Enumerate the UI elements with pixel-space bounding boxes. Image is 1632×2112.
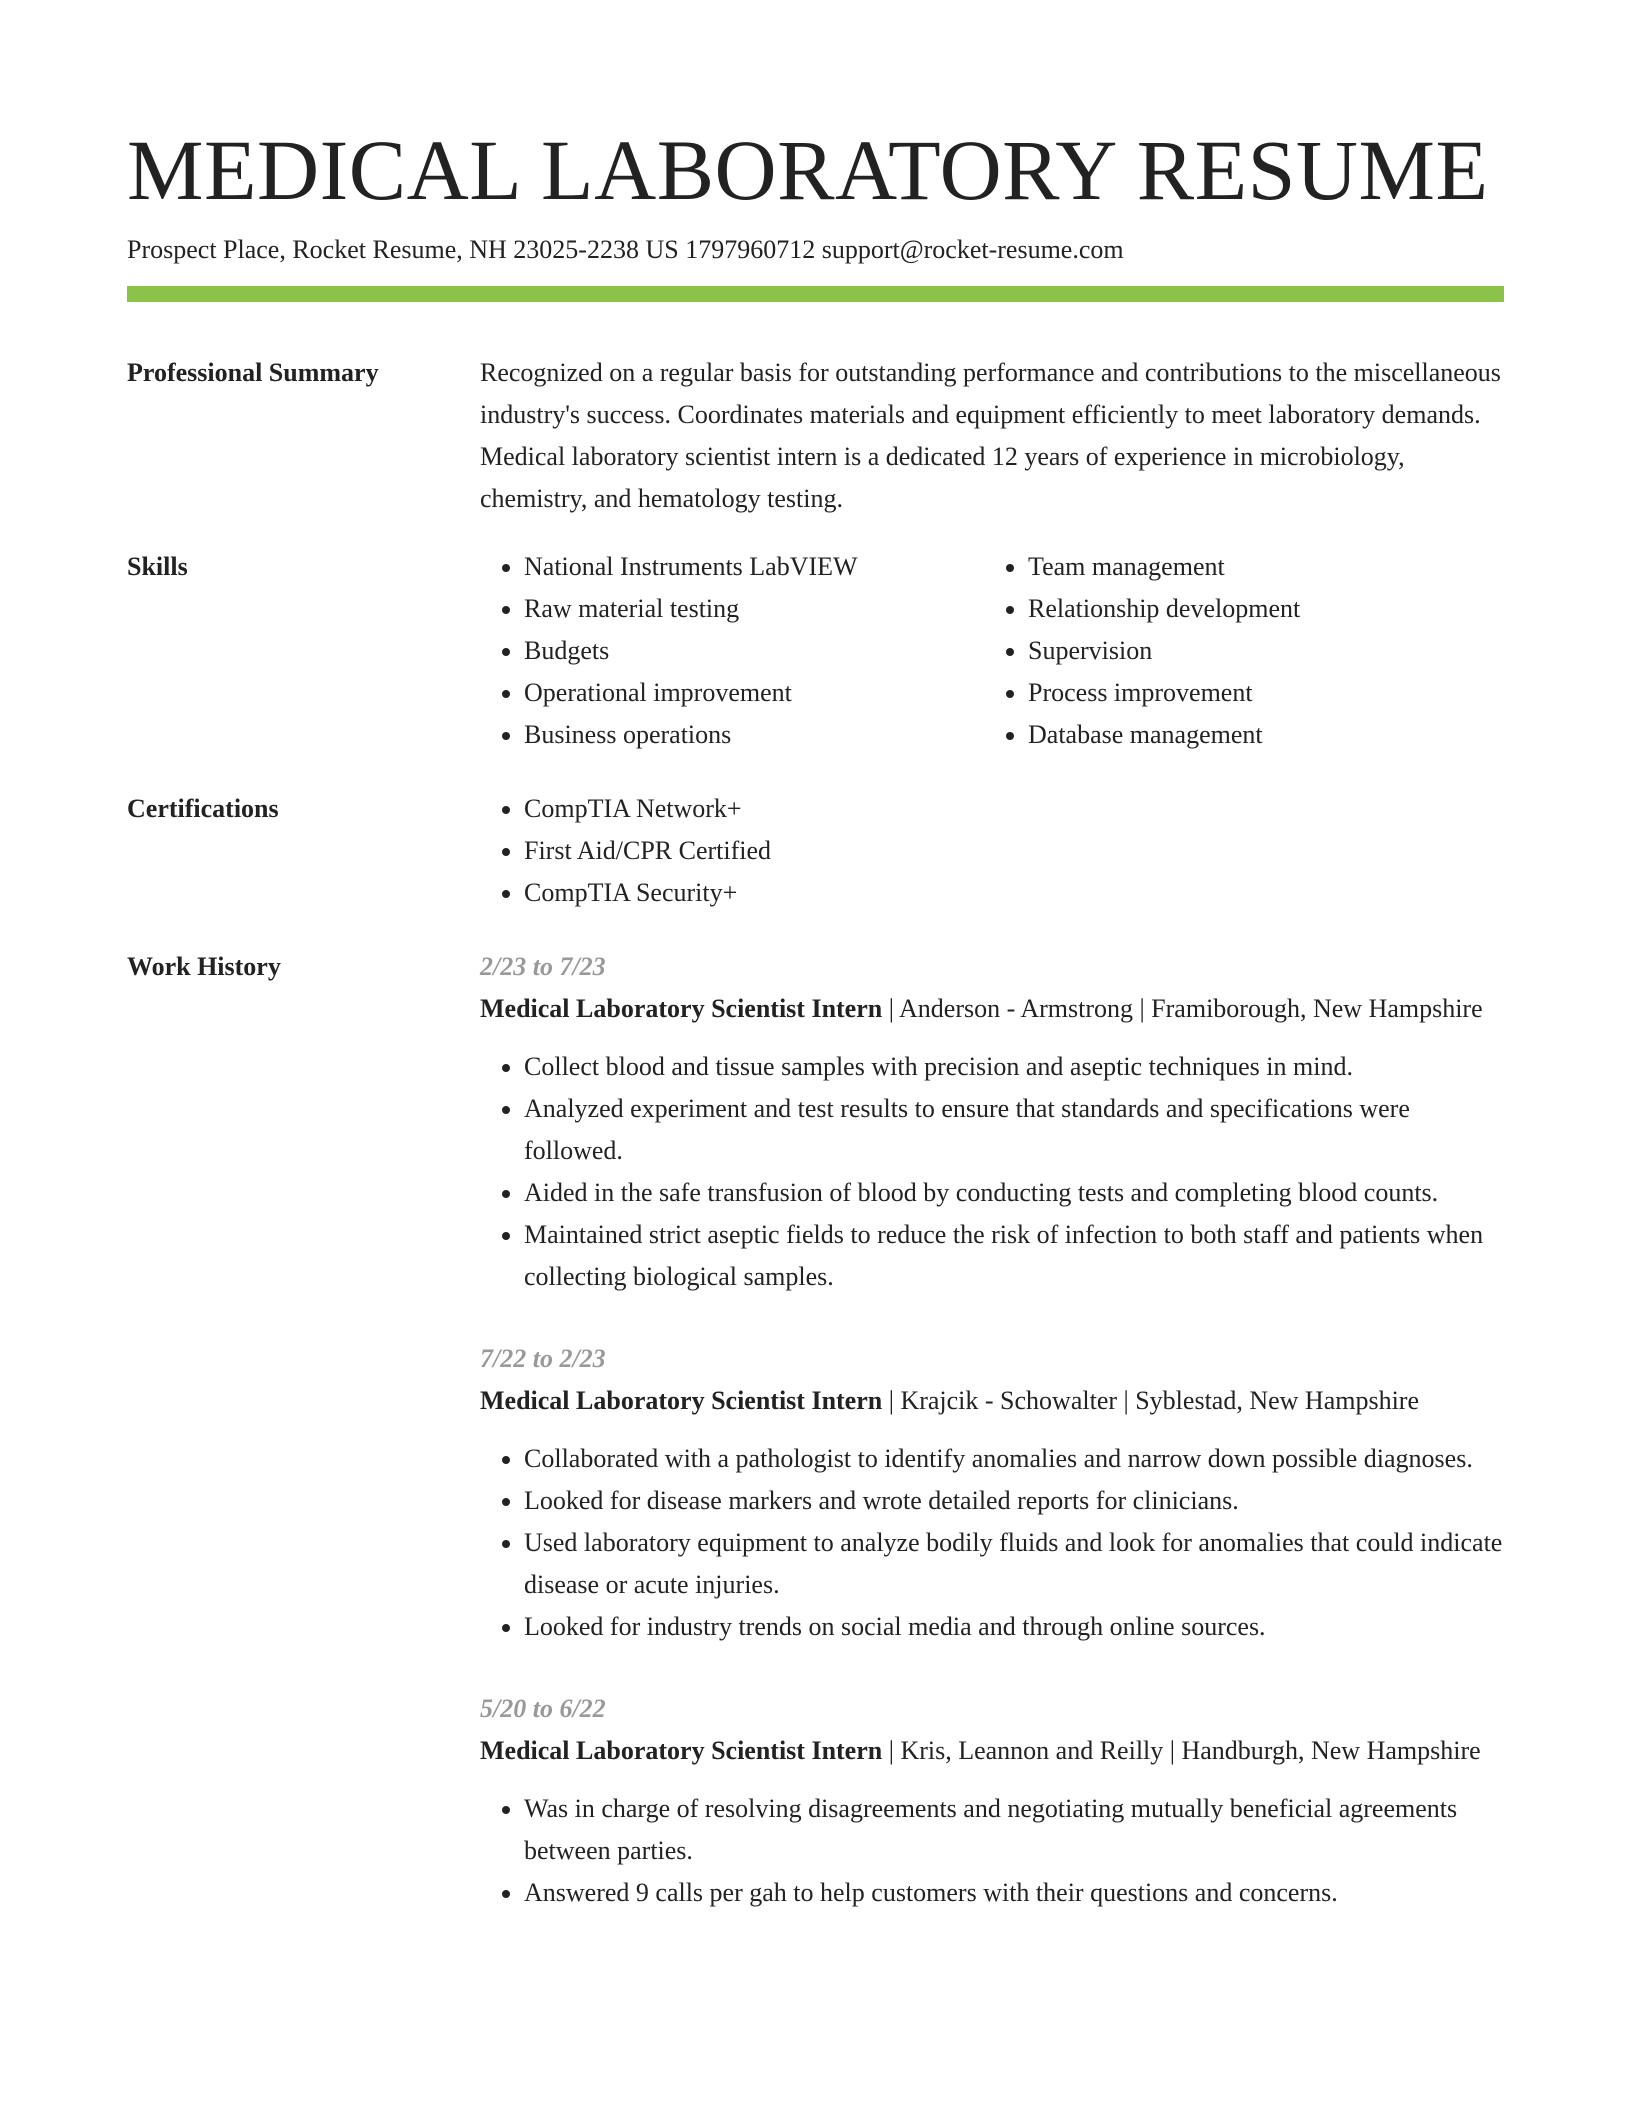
contact-email: support@rocket-resume.com — [821, 235, 1124, 264]
skill-item: • Supervision — [1028, 630, 1488, 672]
section-body-work-history — [480, 946, 1504, 1914]
contact-phone: 1797960712 — [685, 235, 816, 264]
skill-item: • Operational improvement — [524, 672, 984, 714]
job-title-line — [480, 1730, 1504, 1772]
contact-line — [127, 232, 1505, 268]
skill-item: • Database management — [1028, 714, 1488, 756]
skills-column-left — [480, 546, 984, 756]
certification-item: • CompTIA Network+ — [524, 788, 1504, 830]
contact-address: Prospect Place, Rocket Resume, NH 23025-2238 US — [127, 235, 679, 264]
job-date: 2/23 to 7/23 — [480, 952, 606, 981]
certification-item: • First Aid/CPR Certified — [524, 830, 1504, 872]
skills-column-right — [984, 546, 1488, 756]
section-certifications — [127, 788, 1505, 914]
job-bullet: • Collect blood and tissue samples with precision and aseptic techniques in mind. — [524, 1046, 1504, 1088]
job-date: 5/20 to 6/22 — [480, 1694, 606, 1723]
job-bullet: • Collaborated with a pathologist to identify anomalies and narrow down possible diagnoses. — [524, 1438, 1504, 1480]
job-bullet: • Was in charge of resolving disagreements and negotiating mutually beneficial agreements between parties. — [524, 1788, 1504, 1872]
skill-item: • Business operations — [524, 714, 984, 756]
summary-text: Recognized on a regular basis for outstanding performance and contributions to the miscellaneous industry's success. Coordinates materials and equipment efficiently to meet laboratory demands. Medical laboratory scientist intern is a dedicated 12 years of experience in microbiology, chemistry, and hematology testing. — [480, 358, 1501, 513]
section-body-certifications — [480, 788, 1504, 914]
job-title: Medical Laboratory Scientist Intern — [480, 994, 883, 1023]
job-bullet: • Answered 9 calls per gah to help customers with their questions and concerns. — [524, 1872, 1504, 1914]
skill-item: • Raw material testing — [524, 588, 984, 630]
resume-title: MEDICAL LABORATORY RESUME — [127, 122, 1489, 218]
job-date: 7/22 to 2/23 — [480, 1344, 606, 1373]
job-bullet: • Analyzed experiment and test results to ensure that standards and specifications were followed. — [524, 1088, 1504, 1172]
job-title: Medical Laboratory Scientist Intern — [480, 1386, 883, 1415]
job-entry — [480, 946, 1504, 1298]
section-work-history — [127, 946, 1505, 1914]
section-label-work-history: Work History — [127, 952, 281, 981]
section-professional-summary — [127, 352, 1505, 520]
job-bullet: • Looked for industry trends on social media and through online sources. — [524, 1606, 1504, 1648]
job-entry — [480, 1688, 1504, 1914]
job-title-line — [480, 988, 1504, 1030]
job-title: Medical Laboratory Scientist Intern — [480, 1736, 883, 1765]
job-details: | Kris, Leannon and Reilly | Handburgh, New Hampshire — [882, 1736, 1481, 1765]
job-bullet: • Aided in the safe transfusion of blood by conducting tests and completing blood counts. — [524, 1172, 1504, 1214]
job-details: | Anderson - Armstrong | Framiborough, New Hampshire — [882, 994, 1483, 1023]
skill-item: • National Instruments LabVIEW — [524, 546, 984, 588]
job-bullet: • Used laboratory equipment to analyze bodily fluids and look for anomalies that could indicate disease or acute injuries. — [524, 1522, 1504, 1606]
job-details: | Krajcik - Schowalter | Syblestad, New Hampshire — [882, 1386, 1420, 1415]
job-bullet: • Looked for disease markers and wrote detailed reports for clinicians. — [524, 1480, 1504, 1522]
accent-divider — [127, 286, 1504, 302]
job-bullets — [480, 1788, 1504, 1914]
job-bullet: • Maintained strict aseptic fields to reduce the risk of infection to both staff and patients when collecting biological samples. — [524, 1214, 1504, 1298]
skill-item: • Relationship development — [1028, 588, 1488, 630]
section-label-certifications: Certifications — [127, 794, 279, 823]
section-body-summary — [480, 352, 1504, 520]
certification-item: • CompTIA Security+ — [524, 872, 1504, 914]
job-bullets — [480, 1438, 1504, 1648]
section-body-skills — [480, 546, 1504, 756]
skill-item: • Team management — [1028, 546, 1488, 588]
skill-item: • Process improvement — [1028, 672, 1488, 714]
section-label-skills: Skills — [127, 552, 188, 581]
job-entry — [480, 1338, 1504, 1648]
job-bullets — [480, 1046, 1504, 1298]
job-title-line — [480, 1380, 1504, 1422]
skill-item: • Budgets — [524, 630, 984, 672]
skills-grid — [480, 546, 1504, 756]
section-label-summary: Professional Summary — [127, 358, 379, 387]
section-skills — [127, 546, 1505, 756]
